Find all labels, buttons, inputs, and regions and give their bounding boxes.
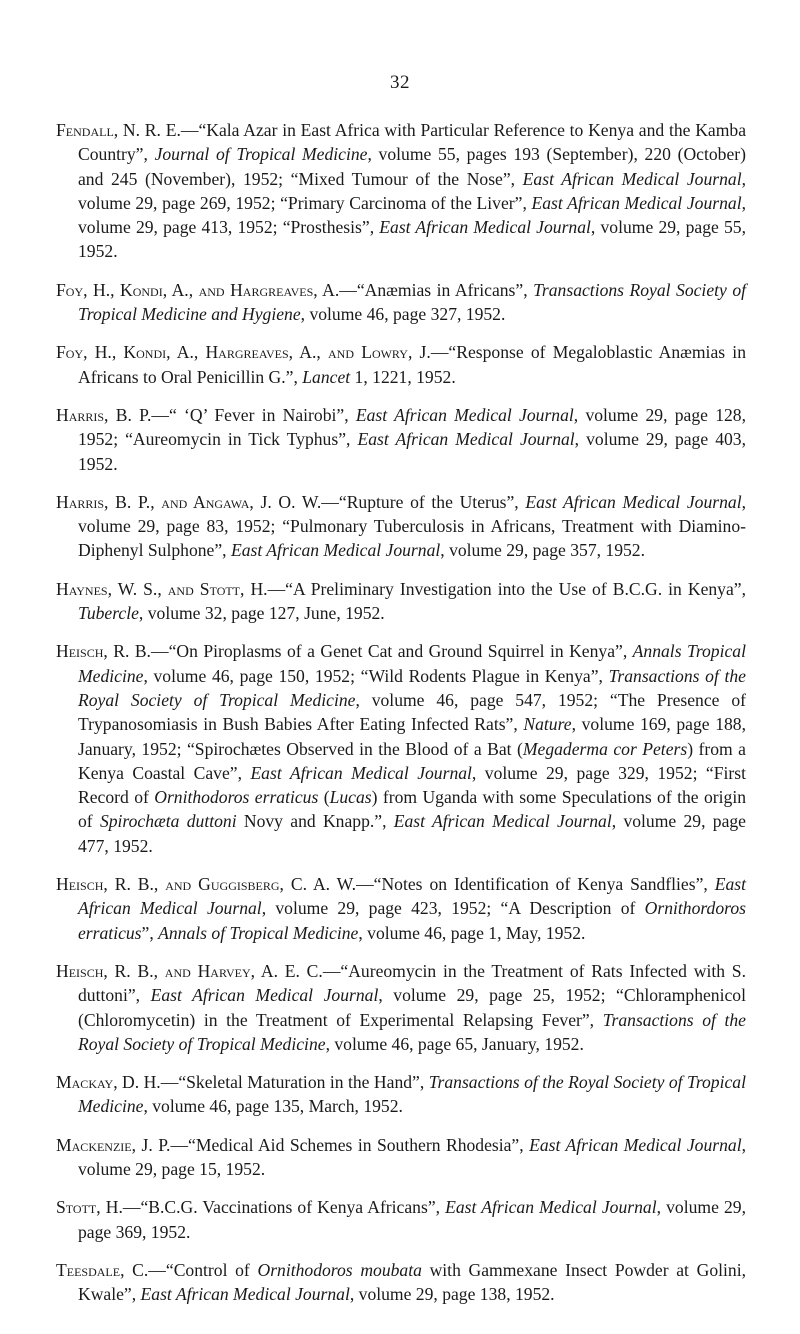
reference-text: ) from a Kenya Coastal Cave”, <box>78 738 746 783</box>
publication-title: Tubercle <box>78 603 139 624</box>
reference-text: , volume 46, page 1, May, 1952. <box>358 922 586 943</box>
reference-author: Foy, H., Kondi, A., and Hargreaves, A. <box>56 279 340 300</box>
reference-text: , volume 55, pages 193 (September), 220 (October) and 245 (November), 1952; “Mixed Tumour of the Nose”, <box>78 144 746 189</box>
publication-title: East African Medical Journal <box>393 811 612 832</box>
publication-title: East African Medical Journal <box>522 168 742 189</box>
reference-text: —“ ‘Q’ Fever in Nairobi”, <box>151 404 356 425</box>
reference-text: , volume 29, page 25, 1952; “Chloramphenicol (Chloromycetin) in the Treatment of Experimental Relapsing Fever”, <box>78 985 746 1030</box>
reference-text: —“A Preliminary Investigation into the Use of B.C.G. in Kenya”, <box>267 578 746 599</box>
publication-title: Transactions of the Royal Society of Tropical Medicine <box>78 1072 746 1117</box>
reference-entry <box>56 1133 746 1182</box>
reference-author: Heisch, R. B. <box>56 641 151 662</box>
reference-text: , volume 29, page 55, 1952. <box>78 217 746 262</box>
publication-title: East African Medical Journal <box>357 429 575 450</box>
reference-author: Heisch, R. B., and Guggisberg, C. A. W. <box>56 874 357 895</box>
publication-title: East African Medical Journal <box>150 985 379 1006</box>
reference-text: , volume 46, page 65, January, 1952. <box>325 1033 584 1054</box>
reference-text: —“Aureomycin in the Treatment of Rats Infected with S. duttoni”, <box>78 960 746 1006</box>
reference-list <box>56 118 746 1320</box>
publication-title: East African Medical Journal <box>531 192 742 213</box>
reference-text: , volume 46, page 547, 1952; “The Presence of Trypanosomiasis in Bush Babies After Eating Infected Rats”, <box>78 689 746 735</box>
reference-text: with Gammexane Insect Powder at Golini, Kwale”, <box>78 1259 746 1305</box>
reference-author: Haynes, W. S., and Stott, H. <box>56 578 268 599</box>
reference-text: ) from Uganda with some Speculations of the origin of <box>78 787 747 832</box>
reference-text: —“B.C.G. Vaccinations of Kenya Africans”, <box>122 1197 446 1218</box>
reference-entry <box>56 959 746 1056</box>
reference-text: —“Anæmias in Africans”, <box>339 279 534 300</box>
reference-author: Foy, H., Kondi, A., Hargreaves, A., and Lowry, J. <box>56 342 431 363</box>
reference-text: —“Notes on Identification of Kenya Sandflies”, <box>356 874 715 895</box>
reference-text: —“Control of <box>148 1259 258 1280</box>
reference-text: , volume 29, page 269, 1952; “Primary Carcinoma of the Liver”, <box>78 168 746 213</box>
publication-title: East African Medical Journal <box>78 874 746 919</box>
reference-entry <box>56 1258 746 1307</box>
reference-entry <box>56 1070 746 1119</box>
reference-text: , volume 169, page 188, January, 1952; “Spirochætes Observed in the Blood of a Bat ( <box>78 714 746 759</box>
publication-title: East African Medical Journal <box>140 1284 350 1305</box>
reference-text: ( <box>318 787 330 808</box>
publication-title: East African Medical Journal <box>529 1134 742 1155</box>
reference-entry <box>56 278 746 327</box>
reference-text: , volume 29, page 357, 1952. <box>440 540 646 561</box>
reference-text: —“Rupture of the Uterus”, <box>321 491 526 512</box>
reference-entry <box>56 340 746 389</box>
publication-title: Lucas <box>329 787 372 808</box>
reference-author: Harris, B. P., and Angawa, J. O. W. <box>56 491 322 512</box>
publication-title: Journal of Tropical Medicine <box>154 144 368 165</box>
reference-text: , volume 46, page 135, March, 1952. <box>143 1096 403 1117</box>
reference-text: , volume 32, page 127, June, 1952. <box>138 603 385 624</box>
reference-entry <box>56 118 746 264</box>
reference-text: , volume 29, page 128, 1952; “Aureomycin in Tick Typhus”, <box>78 404 746 450</box>
publication-title: Lancet <box>302 366 351 387</box>
reference-author: Harris, B. P. <box>56 404 152 425</box>
publication-title: East African Medical Journal <box>445 1197 657 1218</box>
reference-entry <box>56 403 746 476</box>
publication-title: Transactions of the Royal Society of Tropical Medicine <box>78 665 746 710</box>
reference-text: —“Response of Megaloblastic Anæmias in Africans to Oral Penicillin G.”, <box>78 342 746 387</box>
publication-title: Spirochæta duttoni <box>99 811 237 832</box>
publication-title: East African Medical Journal <box>250 762 472 783</box>
publication-title: Transactions of the Royal Society of Tropical Medicine <box>78 1009 746 1054</box>
reference-text: —“Skeletal Maturation in the Hand”, <box>160 1072 429 1093</box>
publication-title: Ornithodoros erraticus <box>154 787 319 808</box>
reference-text: 1, 1221, 1952. <box>350 366 456 387</box>
publication-title: Ornithordoros erraticus <box>78 898 746 943</box>
publication-title: Nature <box>523 714 572 735</box>
reference-text: ”, <box>141 922 159 943</box>
reference-text: , volume 29, page 15, 1952. <box>78 1134 747 1179</box>
reference-text: , volume 29, page 138, 1952. <box>349 1284 555 1305</box>
reference-author: Stott, H. <box>56 1197 123 1218</box>
publication-title: Megaderma cor Peters <box>522 738 688 759</box>
publication-title: East African Medical Journal <box>525 491 742 512</box>
publication-title: Ornithodoros moubata <box>257 1259 422 1280</box>
reference-entry <box>56 872 746 945</box>
reference-entry <box>56 1195 746 1244</box>
reference-text: , volume 29, page 83, 1952; “Pulmonary Tuberculosis in Africans, Treatment with Diamino-Diphenyl Sulphone”, <box>78 491 746 561</box>
reference-author: Fendall, N. R. E. <box>56 120 181 140</box>
publication-title: Annals Tropical Medicine <box>78 641 746 686</box>
reference-author: Mackay, D. H. <box>56 1072 161 1093</box>
reference-entry <box>56 490 746 563</box>
reference-entry <box>56 577 746 626</box>
reference-text: , volume 46, page 150, 1952; “Wild Rodents Plague in Kenya”, <box>143 665 609 686</box>
reference-text: , volume 29, page 403, 1952. <box>78 429 746 474</box>
reference-text: , volume 46, page 327, 1952. <box>300 304 506 325</box>
publication-title: East African Medical Journal <box>355 404 574 425</box>
reference-text: —“On Piroplasms of a Genet Cat and Ground Squirrel in Kenya”, <box>150 641 633 662</box>
page-number: 32 <box>390 72 410 93</box>
publication-title: Transactions Royal Society of Tropical Medicine and Hygiene <box>78 279 746 325</box>
reference-text: , volume 29, page 477, 1952. <box>78 811 746 856</box>
reference-author: Heisch, R. B., and Harvey, A. E. C. <box>56 960 323 981</box>
reference-text: —“Kala Azar in East Africa with Particular Reference to Kenya and the Kamba Country”, <box>78 120 747 165</box>
publication-title: Annals of Tropical Medicine <box>158 922 359 943</box>
publication-title: East African Medical Journal <box>379 217 591 238</box>
reference-text: Novy and Knapp.”, <box>236 811 394 832</box>
reference-text: , volume 29, page 329, 1952; “First Record of <box>78 762 746 808</box>
reference-text: , volume 29, page 423, 1952; “A Description of <box>261 898 645 919</box>
reference-entry <box>56 639 746 858</box>
reference-text: , volume 29, page 413, 1952; “Prosthesis”, <box>78 192 746 238</box>
reference-author: Mackenzie, J. P. <box>56 1134 171 1155</box>
reference-text: —“Medical Aid Schemes in Southern Rhodesia”, <box>170 1134 530 1155</box>
reference-text: , volume 29, page 369, 1952. <box>78 1197 746 1242</box>
publication-title: East African Medical Journal <box>230 540 441 561</box>
reference-author: Teesdale, C. <box>56 1259 149 1280</box>
